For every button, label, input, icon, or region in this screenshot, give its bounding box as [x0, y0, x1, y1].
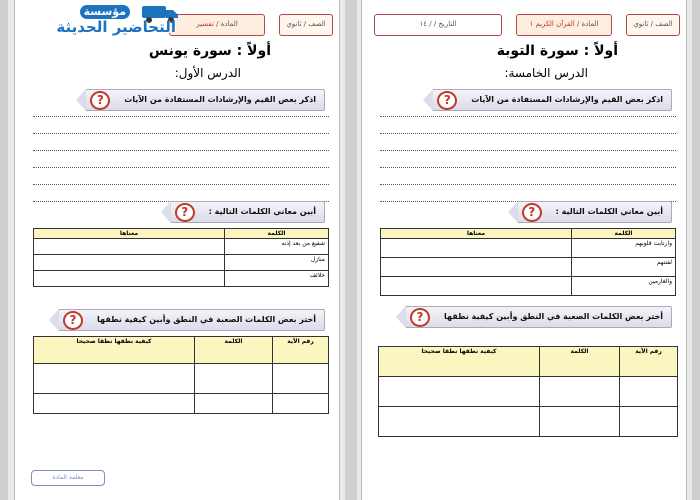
pron-header-howto: كيفية نطقها نطقا صحيحا — [379, 347, 540, 377]
question-mark-icon: ? — [522, 203, 542, 222]
answer-lines[interactable] — [380, 100, 676, 202]
vocab-meaning-cell[interactable] — [381, 239, 572, 258]
vocab-word: شفيع من بعد إذنه — [225, 239, 329, 255]
pron-cell[interactable] — [379, 407, 540, 437]
vocab-word: منازل — [225, 255, 329, 271]
worksheet-page-1 — [14, 0, 340, 500]
vocab-meaning-cell[interactable] — [34, 255, 225, 271]
pron-header-word: الكلمة — [195, 337, 273, 364]
logo-line-1: مؤسسة — [80, 5, 130, 19]
vocab-meaning-cell[interactable] — [381, 258, 572, 277]
vocab-meaning-cell[interactable] — [34, 239, 225, 255]
subject-value: القرآن الكريم ١ — [529, 20, 575, 28]
pron-cell[interactable] — [273, 364, 329, 394]
question-mark-icon: ? — [410, 308, 430, 327]
lesson-title: الدرس الأول: — [174, 66, 241, 80]
middle-gutter — [345, 0, 357, 500]
vocab-meaning-cell[interactable] — [381, 277, 572, 296]
vocab-word: والغارمين — [572, 277, 676, 296]
question-2-text: أبين معاني الكلمات التالية : — [208, 207, 316, 216]
grade-box — [279, 14, 333, 36]
pron-cell[interactable] — [620, 377, 678, 407]
grade-label: الصف / ثانوي — [286, 20, 326, 28]
pron-header-word: الكلمة — [540, 347, 620, 377]
question-2-text: أبين معاني الكلمات التالية : — [555, 207, 663, 216]
answer-lines[interactable] — [33, 100, 329, 202]
pron-header-verse: رقم الآية — [620, 347, 678, 377]
date-box — [374, 14, 502, 36]
subject-box — [169, 14, 265, 36]
grade-box — [626, 14, 680, 36]
pron-cell[interactable] — [620, 407, 678, 437]
pron-cell[interactable] — [540, 407, 620, 437]
pron-header-howto: كيفية نطقها نطقا صحيحا — [34, 337, 195, 364]
lesson-title: الدرس الخامسة: — [504, 66, 588, 80]
vocab-word: لفتنهم — [572, 258, 676, 277]
grade-label: الصف / ثانوي — [633, 20, 673, 28]
publisher-logo — [0, 2, 180, 42]
pron-cell[interactable] — [34, 394, 195, 414]
question-3-text: أختر بعض الكلمات الصعبة في النطق وأبين كيفية نطقها — [97, 315, 316, 324]
pron-cell[interactable] — [34, 364, 195, 394]
surah-title: أولاً : سورة التوبة — [496, 43, 618, 59]
logo-line-2: التحاضير الحديثة — [56, 18, 176, 36]
subject-box — [516, 14, 612, 36]
vocab-header-meaning: معناها — [381, 229, 572, 239]
vocab-table — [380, 228, 676, 296]
pron-cell[interactable] — [273, 394, 329, 414]
question-1-text: اذكر بعض القيم والإرشادات المستفادة من الآيات — [471, 95, 663, 104]
vocab-header-word: الكلمة — [572, 229, 676, 239]
pron-cell[interactable] — [195, 394, 273, 414]
pron-cell[interactable] — [379, 377, 540, 407]
question-ribbon-2 — [170, 201, 325, 223]
question-mark-icon: ? — [175, 203, 195, 222]
right-gutter — [692, 0, 700, 500]
vocab-word: وارتابت قلوبهم — [572, 239, 676, 258]
question-mark-icon: ? — [437, 91, 457, 110]
subject-label: المادة / — [576, 20, 599, 28]
surah-title: أولاً : سورة يونس — [148, 43, 271, 59]
question-3-text: أختر بعض الكلمات الصعبة في النطق وأبين كيفية نطقها — [444, 312, 663, 321]
left-gutter — [0, 0, 8, 500]
vocab-word: خلائف — [225, 271, 329, 287]
question-1-text: اذكر بعض القيم والإرشادات المستفادة من الآيات — [124, 95, 316, 104]
question-ribbon-2 — [517, 201, 672, 223]
question-ribbon-3 — [58, 309, 325, 331]
worksheet-page-2 — [361, 0, 687, 500]
question-ribbon-3 — [405, 306, 672, 328]
pron-header-verse: رقم الآية — [273, 337, 329, 364]
question-mark-icon: ? — [90, 91, 110, 110]
date-label: التاريخ / / ١٤ — [419, 20, 457, 28]
page-header — [368, 10, 680, 40]
vocab-header-word: الكلمة — [225, 229, 329, 239]
vocab-table — [33, 228, 329, 287]
subject-value: تفسير — [196, 20, 214, 28]
question-mark-icon: ? — [63, 311, 83, 330]
vocab-header-meaning: معناها — [34, 229, 225, 239]
pron-cell[interactable] — [195, 364, 273, 394]
vocab-meaning-cell[interactable] — [34, 271, 225, 287]
pronunciation-table — [33, 336, 329, 414]
pronunciation-table — [378, 346, 678, 437]
pron-cell[interactable] — [540, 377, 620, 407]
subject-label: المادة / — [216, 20, 238, 28]
teacher-signature-box: معلمة المادة — [31, 470, 105, 486]
